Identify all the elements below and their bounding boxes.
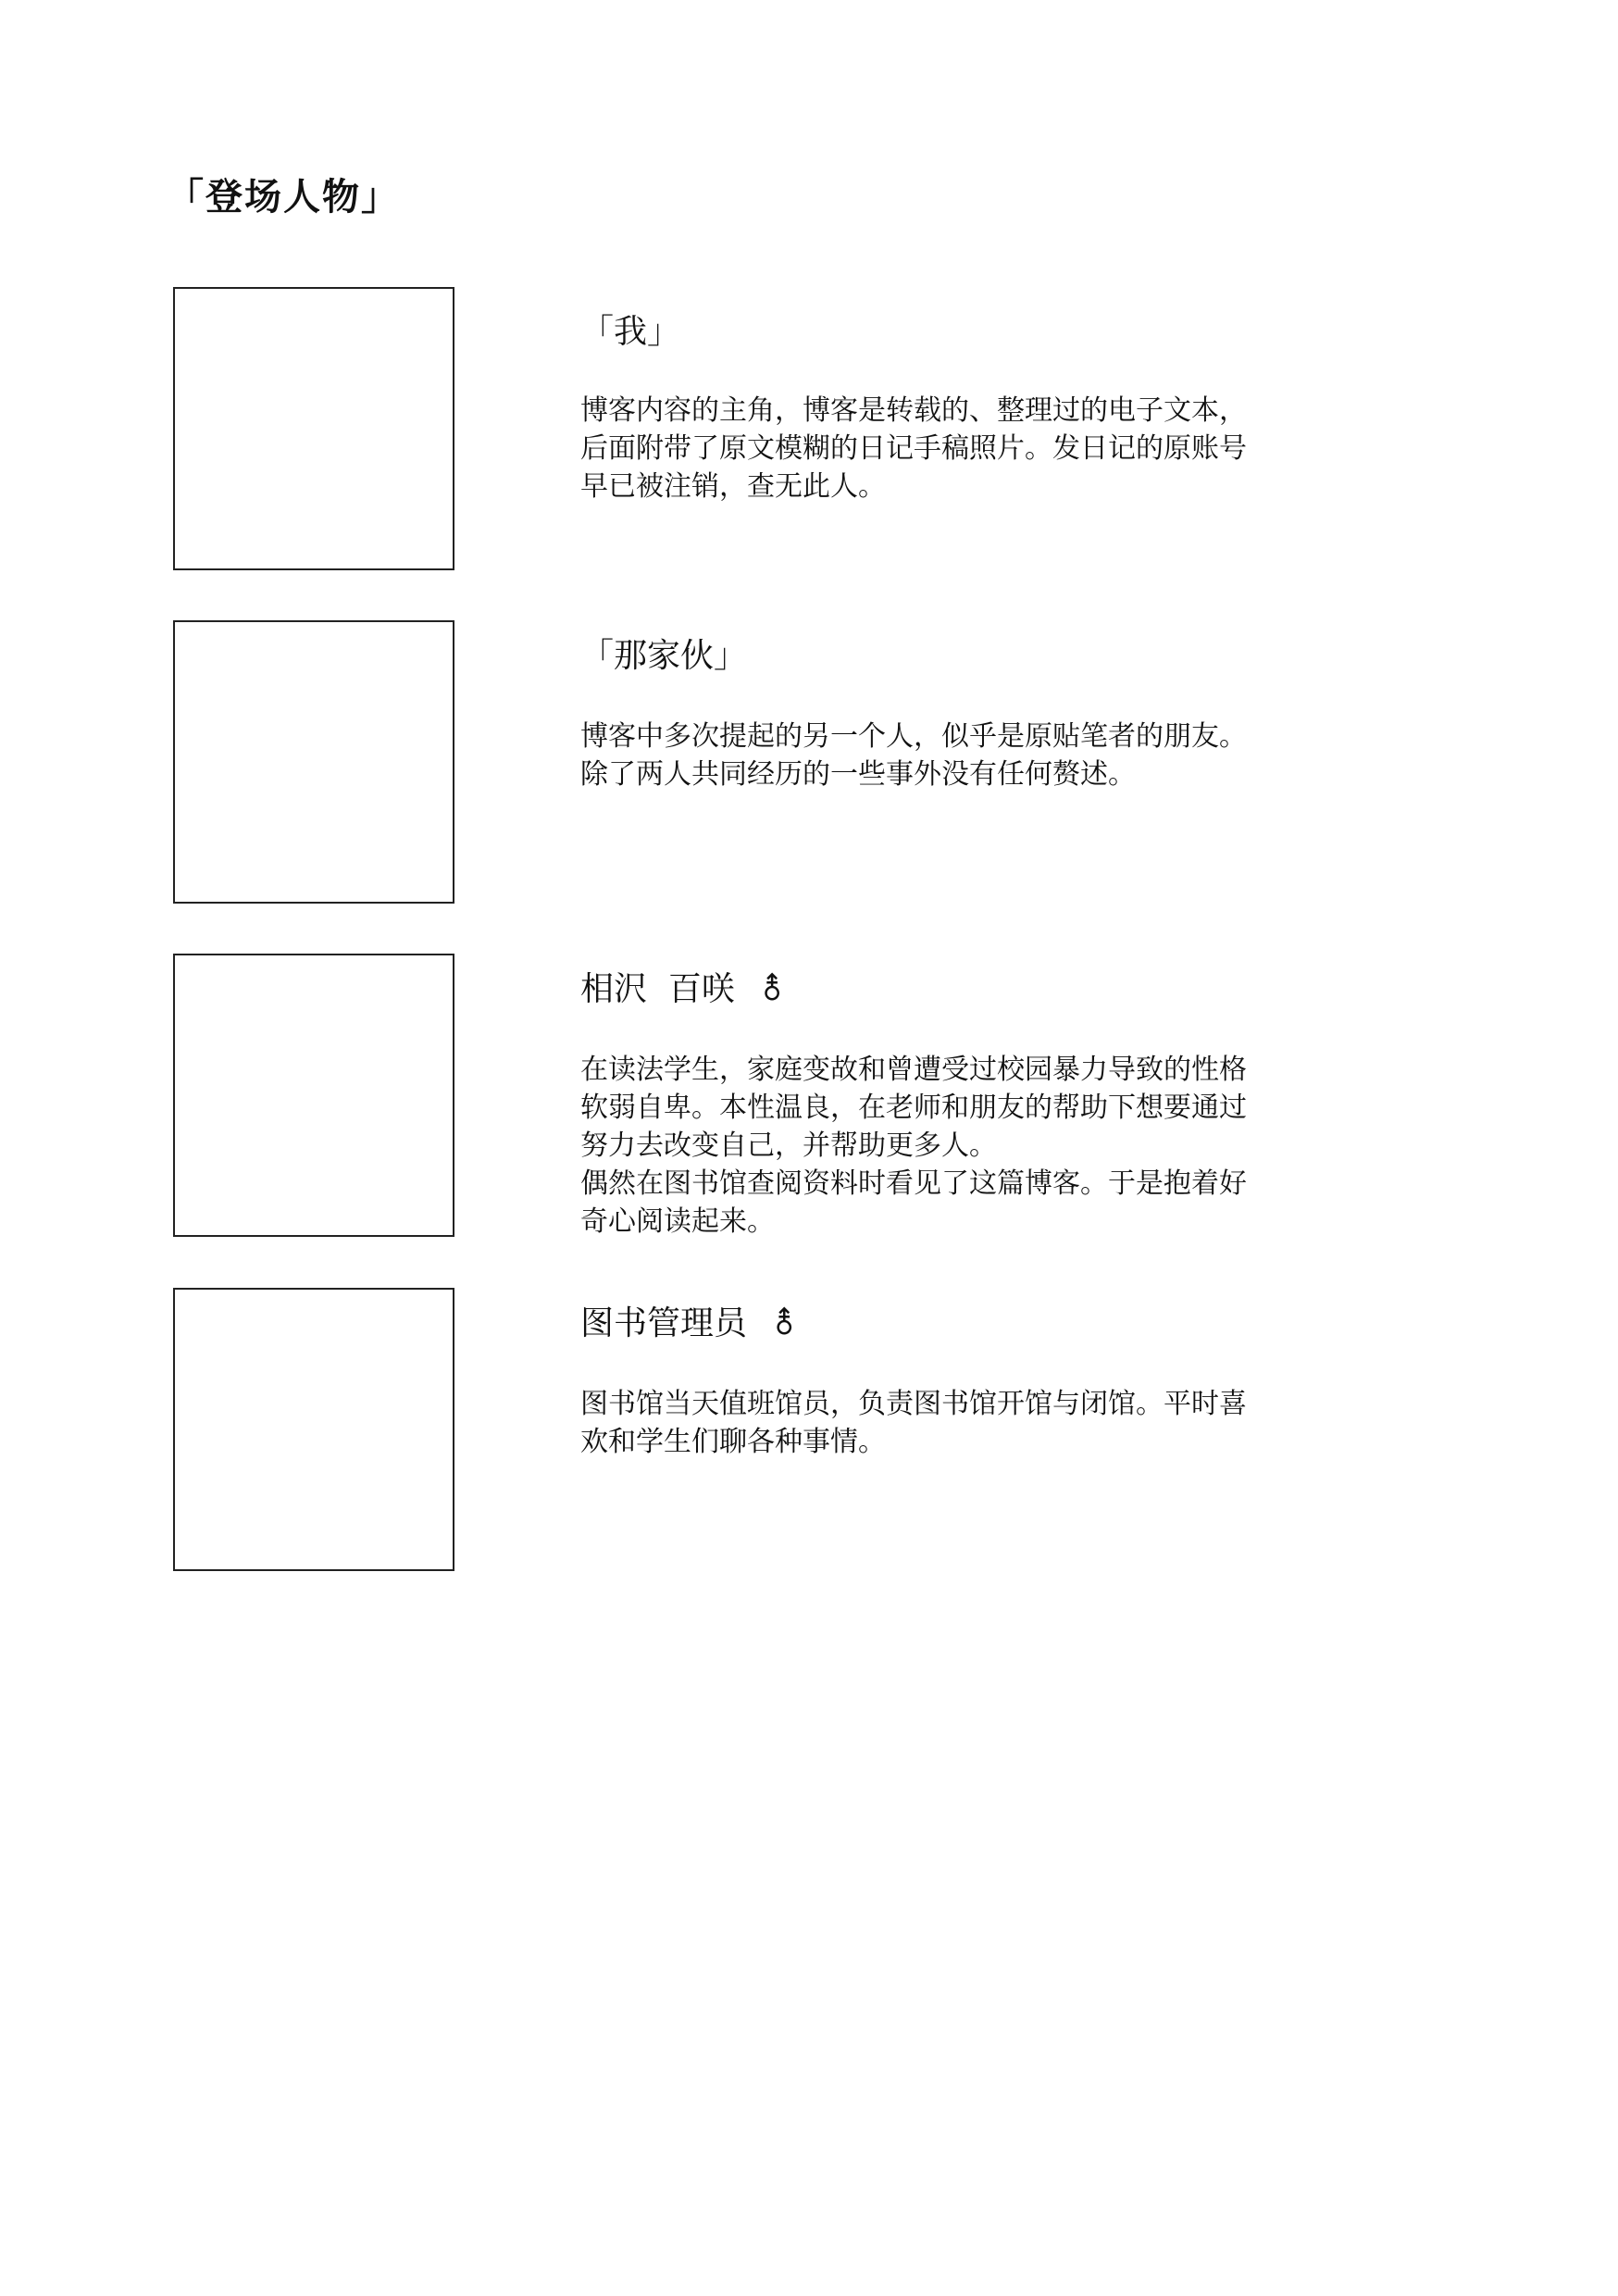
- character-name-text: 「我」: [580, 313, 681, 351]
- portrait-placeholder: [173, 1288, 454, 1571]
- description-line: 后面附带了原文模糊的日记手稿照片。发日记的原账号: [580, 432, 1247, 465]
- portrait-placeholder: [173, 620, 454, 904]
- description-line: 偶然在图书馆查阅资料时看见了这篇博客。于是抱着好: [580, 1167, 1247, 1200]
- character-name: [580, 309, 680, 356]
- description-line: 博客中多次提起的另一个人，似乎是原贴笔者的朋友。: [580, 720, 1247, 753]
- description-line: 奇心阅读起来。: [580, 1205, 775, 1238]
- portrait-placeholder: [173, 287, 454, 570]
- description-line: 图书馆当天值班馆员，负责图书馆开馆与闭馆。平时喜: [580, 1388, 1247, 1420]
- description-line: 在读法学生，家庭变故和曾遭受过校园暴力导致的性格: [580, 1054, 1247, 1086]
- page-title: 「登场人物」: [167, 176, 400, 218]
- portrait-placeholder: [173, 954, 454, 1237]
- character-description: [580, 1385, 1349, 1461]
- character-name-text: 「那家伙」: [580, 637, 748, 675]
- description-line: 早已被注销，查无此人。: [580, 470, 886, 503]
- character-name-text: 相沢 百咲: [580, 970, 735, 1008]
- character-name: [580, 633, 747, 680]
- description-line: 除了两人共同经历的一些事外没有任何赘述。: [580, 758, 1136, 791]
- gender-symbol-icon: ⚨: [771, 1305, 798, 1342]
- character-description: [580, 718, 1349, 793]
- character-description: [580, 392, 1349, 505]
- gender-symbol-icon: ⚨: [758, 971, 786, 1008]
- character-name-text: 图书管理员: [580, 1304, 748, 1342]
- character-name: [580, 967, 785, 1013]
- description-line: 欢和学生们聊各种事情。: [580, 1426, 886, 1458]
- description-line: 软弱自卑。本性温良，在老师和朋友的帮助下想要通过: [580, 1092, 1247, 1124]
- description-line: 博客内容的主角，博客是转载的、整理过的电子文本，: [580, 394, 1247, 427]
- description-line: 努力去改变自己，并帮助更多人。: [580, 1129, 997, 1162]
- character-name: [580, 1301, 798, 1347]
- character-description: [580, 1051, 1349, 1241]
